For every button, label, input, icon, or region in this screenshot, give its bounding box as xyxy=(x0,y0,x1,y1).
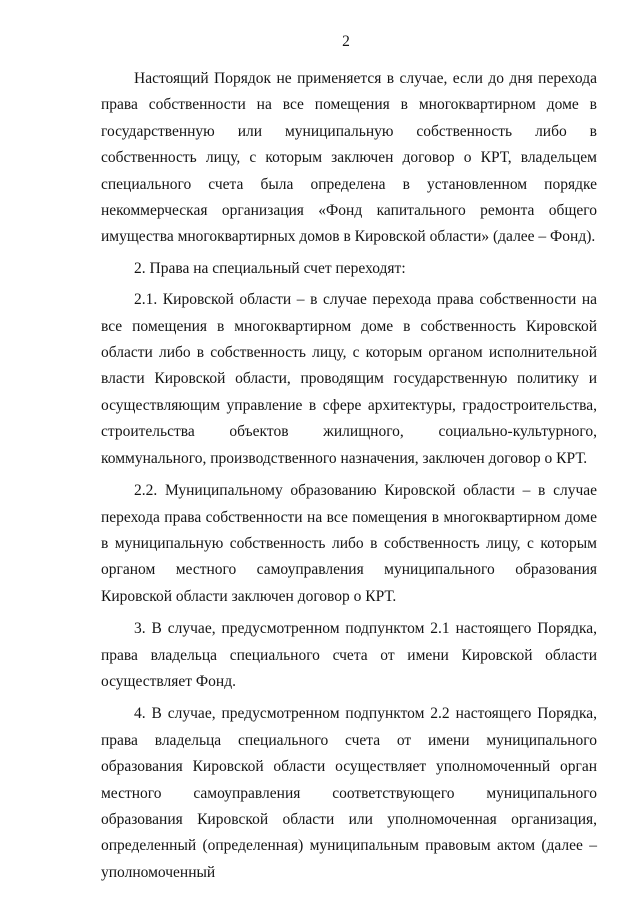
paragraph-2-rights-transfer: 2. Права на специальный счет переходят: xyxy=(134,259,406,277)
paragraph-exception: Настоящий Порядок не применяется в случае, если до дня перехода права собственности на все помещения в многоквартирном доме в государственную или муниципальную собственность либо в собственность лицу, с которым заключен договор о КРТ, владельцем специального счета была определена в установленном порядке некоммерческая организация «Фонд капитального ремонта общего имущества многоквартирных домов в Кировской области» (далее – Фонд). xyxy=(101,70,597,246)
paragraph-2-2-municipality: 2.2. Муниципальному образованию Кировской области – в случае перехода права собственности на все помещения в многоквартирном доме в муниципальную собственность либо в собственность лицу, с которым органом местного самоуправления муниципального образования Кировской области заключен договор о КРТ. xyxy=(101,482,597,605)
paragraph-4-authorized-body: 4. В случае, предусмотренном подпунктом 2.2 настоящего Порядка, права владельца специального счета от имени муниципального образования Кировской области осуществляет уполномоченный орган местного самоуправления соответствующего муниципального образования Кировской области или уполномоченная организация, определенный (определенная) муниципальным правовым актом (далее – уполномоченный xyxy=(101,705,597,881)
paragraph-3-fund: 3. В случае, предусмотренном подпунктом 2.1 настоящего Порядка, права владельца специального счета от имени Кировской области осуществляет Фонд. xyxy=(101,620,597,690)
paragraph-2-1-kirov-region: 2.1. Кировской области – в случае перехода права собственности на все помещения в многоквартирном доме в собственность Кировской области либо в собственность лицу, с которым органом исполнительной власти Кировской области, проводящим государственную политику и осуществляющим управление в сфере архитектуры, градостроительства, строительства объектов жилищного, социально-культурного, коммунального, производственного назначения, заключен договор о КРТ. xyxy=(101,291,597,467)
document-body xyxy=(101,66,597,886)
page-number: 2 xyxy=(342,33,350,50)
